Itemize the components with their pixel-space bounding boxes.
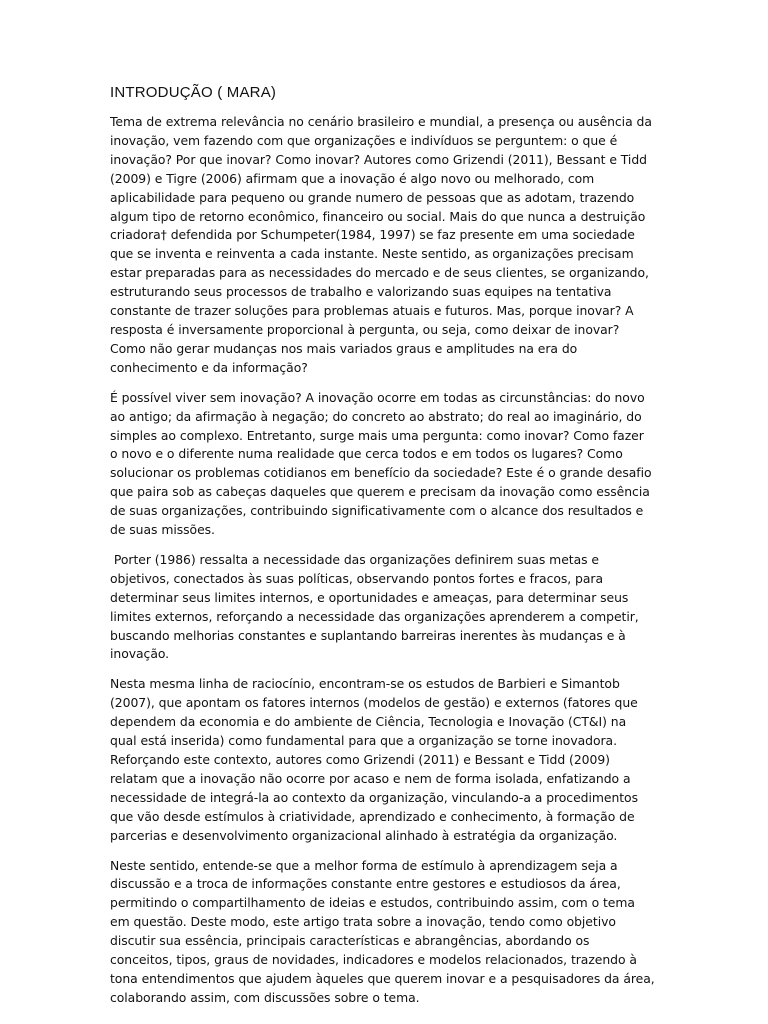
paragraph-2: É possível viver sem inovação? A inovação ocorre em todas as circunstâncias: do novo ao antigo; da afirmação à negação; do concreto ao abstrato; do real ao imaginário, do simples ao complexo. Entretanto, surge mais uma pergunta: como inovar? Como fazer o novo e o diferente numa realidade que cerca todos e em todos os lugares? Como solucionar os problemas cotidianos em benefício da sociedade? Este é o grande desafio que paira sob as cabeças daqueles que querem e precisam da inovação como essência de suas organizações, contribuindo significativamente com o alcance dos resultados e de suas missões. bbox=[110, 389, 652, 538]
paragraph-3: Porter (1986) ressalta a necessidade das organizações definirem suas metas e objetivos, conectados às suas políticas, observando pontos fortes e fracos, para determinar seus limites internos, e oportunidades e ameaças, para determinar seus limites externos, reforçando a necessidade das organizações aprenderem a competir, buscando melhorias constantes e suplantando barreiras inerentes às mudanças e à inovação. bbox=[110, 551, 643, 662]
paragraph-5: Neste sentido, entende-se que a melhor forma de estímulo à aprendizagem seja a discussão e a troca de informações constante entre gestores e estudiosos da área, permitindo o compartilhamento de ideias e estudos, contribuindo assim, com o tema em questão. Deste modo, este artigo trata sobre a inovação, tendo como objetivo discutir sua essência, principais características e abrangências, abordando os conceitos, tipos, graus de novidades, indicadores e modelos relacionados, trazendo à tona entendimentos que ajudem àqueles que querem inovar e a pesquisadores da área, colaborando assim, com discussões sobre o tema. bbox=[110, 857, 655, 1005]
document-page bbox=[110, 84, 655, 1019]
paragraph-4: Nesta mesma linha de raciocínio, encontram-se os estudos de Barbieri e Simantob (2007), que apontam os fatores internos (modelos de gestão) e externos (fatores que dependem da economia e do ambiente de Ciência, Tecnologia e Inovação (CT&I) na qual está inserida) como fundamental para que a organização se torne inovadora. Reforçando este contexto, autores como Grizendi (2011) e Bessant e Tidd (2009) relatam que a inovação não ocorre por acaso e nem de forma isolada, enfatizando a necessidade de integrá-la ao contexto da organização, vinculando-a a procedimentos que vão desde estímulos à criatividade, aprendizado e conhecimento, à formação de parcerias e desenvolvimento organizacional alinhado à estratégia da organização. bbox=[110, 676, 638, 843]
section-title: INTRODUÇÃO ( MARA) bbox=[110, 84, 277, 101]
paragraph-1: Tema de extrema relevância no cenário brasileiro e mundial, a presença ou ausência da inovação, vem fazendo com que organizações e indivíduos se perguntem: o que é inovação? Por que inovar? Como inovar? Autores como Grizendi (2011), Bessant e Tidd (2009) e Tigre (2006) afirmam que a inovação é algo novo ou melhorado, com aplicabilidade para pequeno ou grande numero de pessoas que as adotam, trazendo algum tipo de retorno econômico, financeiro ou social. Mais do que nunca a destruição criadora† defendida por Schumpeter(1984, 1997) se faz presente em uma sociedade que se inventa e reinventa a cada instante. Neste sentido, as organizações precisam estar preparadas para as necessidades do mercado e de seus clientes, se organizando, estruturando seus processos de trabalho e valorizando suas equipes na tentativa constante de trazer soluções para problemas atuais e futuros. Mas, porque inovar? A resposta é inversamente proporcional à pergunta, ou seja, como deixar de inovar? Como não gerar mudanças nos mais variados graus e amplitudes na era do conhecimento e da informação? bbox=[110, 114, 652, 375]
